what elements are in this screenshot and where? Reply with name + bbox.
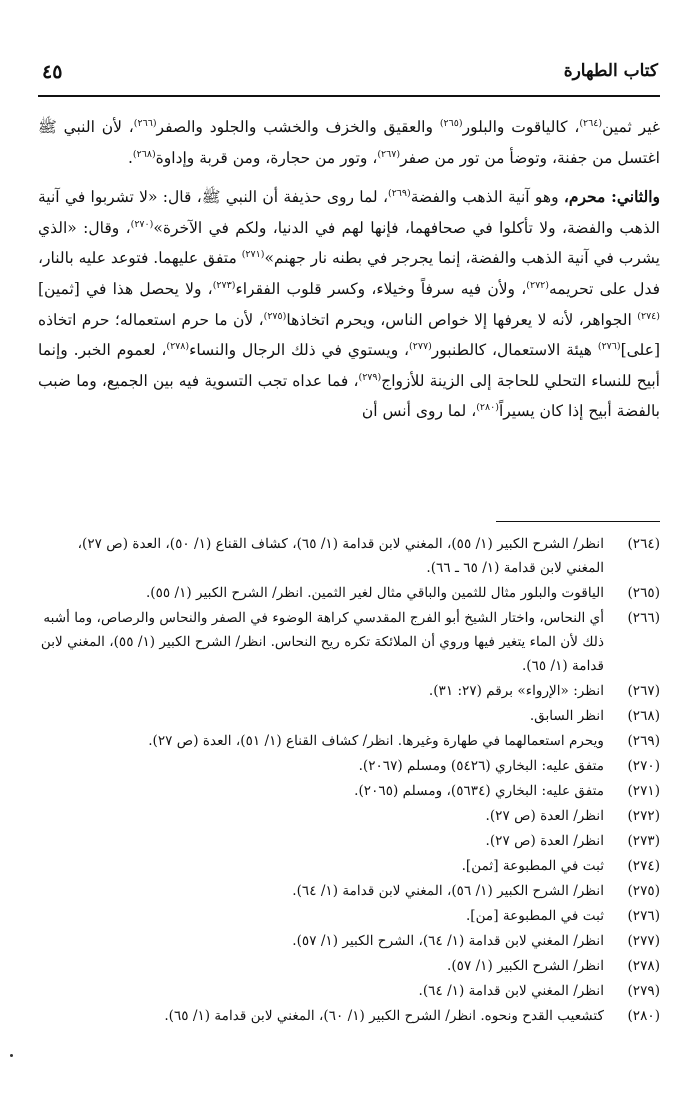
footnote-number: (٢٦٥) <box>627 585 660 601</box>
main-body-text <box>38 112 660 427</box>
text-run: وهو آنية الذهب والفضة <box>410 188 564 207</box>
text-run: ، لأن النبي ﷺ اغتسل من جفنة، وتوضأ من تور من صفر <box>38 118 660 167</box>
footnote-279 <box>38 979 660 1003</box>
footnote-ref-270[interactable]: (٢٧٠) <box>130 218 154 230</box>
text-run: ، كالياقوت والبلور <box>462 118 580 136</box>
footnote-text: انظر/ الشرح الكبير (١/ ٥٥)، المغني لابن قدامة (١/ ٦٥)، كشاف القناع (١/ ٥٠)، العدة (ص ٢٧)، المغني لابن قدامة (١/ ٦٥ ـ ٦٦). <box>77 536 604 576</box>
text-run: والعقيق والخزف والخشب والجلود والصفر <box>156 118 440 136</box>
text-run: . <box>127 148 133 167</box>
text-run: غير ثمين <box>602 118 661 136</box>
footnote-ref-272[interactable]: (٢٧٢) <box>526 279 549 291</box>
paragraph-2 <box>38 182 660 427</box>
footnote-ref-264[interactable]: (٢٦٤) <box>579 117 603 129</box>
footnote-266 <box>38 606 660 678</box>
footnote-280 <box>38 1004 660 1028</box>
footnote-272 <box>38 804 660 828</box>
footnote-text: انظر/ الشرح الكبير (١/ ٥٦)، المغني لابن قدامة (١/ ٦٤). <box>292 883 604 899</box>
footnote-text: ثبت في المطبوعة [من]. <box>465 908 604 924</box>
text-run: ، وقال: «الذي يشرب في آنية الذهب والفضة، إنما يجرجر في بطنه نار جهنم» <box>38 218 661 268</box>
footnote-ref-280[interactable]: (٢٨٠) <box>476 402 499 414</box>
footnote-number: (٢٧٥) <box>627 883 660 899</box>
margin-speck <box>10 1054 13 1057</box>
footnote-269 <box>38 729 660 753</box>
footnote-text: انظر/ الشرح الكبير (١/ ٥٧). <box>447 958 604 974</box>
footnote-text: أي النحاس، واختار الشيخ أبو الفرج المقدسي كراهة الوضوء في الصفر والنحاس والرصاص، وما أشبه ذلك لأن الماء يتغير فيها وروي أن الملائكة تكره ريح النحاس. انظر/ الشرح الكبير (١/ ٥٥)، المغني لابن قدامة (١/ ٦٥). <box>40 610 604 674</box>
chapter-title: كتاب الطهارة <box>563 61 658 81</box>
footnote-267 <box>38 679 660 703</box>
text-run: ، وتور من حجارة، ومن قربة وإداوة <box>155 148 378 167</box>
footnote-number: (٢٧٣) <box>627 833 660 849</box>
footnote-number: (٢٧٩) <box>627 983 660 999</box>
footnote-number: (٢٧٦) <box>627 908 660 924</box>
footnote-text: الياقوت والبلور مثال للثمين والباقي مثال لغير الثمين. انظر/ الشرح الكبير (١/ ٥٥). <box>145 585 604 601</box>
footnote-278 <box>38 954 660 978</box>
footnote-ref-266[interactable]: (٢٦٦) <box>133 117 157 129</box>
footnote-number: (٢٦٧) <box>627 683 660 699</box>
footnote-277 <box>38 929 660 953</box>
section-lead: والثاني: محرم، <box>563 187 660 207</box>
footnote-number: (٢٨٠) <box>627 1008 660 1024</box>
footnote-ref-271[interactable]: (٢٧١) <box>241 249 265 261</box>
footnote-268 <box>38 704 660 728</box>
footnote-text: انظر/ المغني لابن قدامة (١/ ٦٤)، الشرح الكبير (١/ ٥٧). <box>292 933 604 949</box>
footnote-270 <box>38 754 660 778</box>
footnote-ref-278[interactable]: (٢٧٨) <box>166 341 190 352</box>
footnote-text: كتشعيب القدح ونحوه. انظر/ الشرح الكبير (١/ ٦٠)، المغني لابن قدامة (١/ ٦٥). <box>164 1008 604 1024</box>
footnote-ref-279[interactable]: (٢٧٩) <box>358 371 382 383</box>
page-number: ٤٥ <box>42 61 63 83</box>
footnote-number: (٢٧٧) <box>627 933 660 949</box>
text-run: ، ولا يحصل هذا في [ثمين] <box>38 279 213 298</box>
footnote-ref-265[interactable]: (٢٦٥) <box>439 117 463 129</box>
footnote-text: انظر/ العدة (ص ٢٧). <box>485 808 604 824</box>
text-run: ، ولأن فيه سرفاً وخيلاء، وكسر قلوب الفقراء <box>235 279 527 298</box>
footnote-number: (٢٦٨) <box>627 708 660 724</box>
footnote-265 <box>38 581 660 605</box>
running-header <box>38 55 660 95</box>
text-run: ، فما عداه تجب التسوية فيه بين الجميع، وما ضبب بالفضة أبيح إذا كان يسيراً <box>38 371 660 421</box>
text-run: الجواهر، لأنه لا يعرفها إلا خواص الناس، ويحرم اتخاذها <box>286 310 638 329</box>
footnote-number: (٢٧٨) <box>627 958 660 974</box>
footnote-ref-277[interactable]: (٢٧٧) <box>409 341 432 352</box>
footnote-ref-268[interactable]: (٢٦٨) <box>132 148 156 160</box>
footnote-276 <box>38 904 660 928</box>
footnote-text: انظر/ العدة (ص ٢٧). <box>485 833 604 849</box>
text-run: ، لعموم الخبر. وإنما أبيح للنساء التحلي للحاجة إلى الزينة للأزواج <box>38 341 660 390</box>
footnote-number: (٢٦٦) <box>627 610 660 626</box>
footnote-ref-269[interactable]: (٢٦٩) <box>387 188 411 200</box>
footnote-number: (٢٦٩) <box>627 733 660 749</box>
text-run: ، لما روى حذيفة أن النبي ﷺ، قال: «لا تشربوا في آنية الذهب والفضة، ولا تأكلوا في صحافهما، فإنها لهم في الدنيا، ولكم في الآخرة» <box>38 188 660 237</box>
footnote-text: متفق عليه: البخاري (٥٦٣٤)، ومسلم (٢٠٦٥). <box>354 783 604 799</box>
footnote-text: ثبت في المطبوعة [ثمن]. <box>461 858 604 874</box>
footnote-number: (٢٦٤) <box>627 536 660 552</box>
footnote-number: (٢٧٠) <box>627 758 660 774</box>
text-run: ، لما روى أنس أن <box>361 402 477 421</box>
footnote-275 <box>38 879 660 903</box>
paragraph-1 <box>38 112 660 173</box>
footnote-ref-267[interactable]: (٢٦٧) <box>377 148 401 160</box>
footnote-number: (٢٧٢) <box>627 808 660 824</box>
text-run: هيئة الاستعمال، كالطنبور <box>431 341 598 360</box>
text-run: متفق عليهما. فتوعد عليه بالنار، فدل على تحريمه <box>38 249 660 298</box>
footnote-264 <box>38 532 660 580</box>
text-run: ، ويستوي في ذلك الرجال والنساء <box>189 341 410 360</box>
footnote-273 <box>38 829 660 853</box>
footnote-271 <box>38 779 660 803</box>
footnote-ref-273[interactable]: (٢٧٣) <box>212 279 236 291</box>
footnote-number: (٢٧١) <box>627 783 660 799</box>
footnote-ref-276[interactable]: (٢٧٦) <box>597 341 621 352</box>
header-rule <box>38 95 660 97</box>
footnote-text: انظر السابق. <box>529 708 604 724</box>
footnote-number: (٢٧٤) <box>627 858 660 874</box>
footnote-ref-274[interactable]: (٢٧٤) <box>637 310 660 322</box>
footnote-text: متفق عليه: البخاري (٥٤٢٦) ومسلم (٢٠٦٧). <box>358 758 604 774</box>
text-run: ، لأن ما حرم استعماله؛ حرم اتخاذه [على] <box>38 310 660 360</box>
footnote-text: ويحرم استعمالهما في طهارة وغيرها. انظر/ كشاف القناع (١/ ٥١)، العدة (ص ٢٧). <box>148 733 604 749</box>
footnote-ref-275[interactable]: (٢٧٥) <box>263 310 287 322</box>
footnote-text: انظر: «الإرواء» برقم (٢٧: ٣١). <box>428 683 604 699</box>
footnote-text: انظر/ المغني لابن قدامة (١/ ٦٤). <box>418 983 604 999</box>
footnote-274 <box>38 854 660 878</box>
footnotes-separator <box>496 521 660 522</box>
footnotes-list <box>38 532 660 1029</box>
